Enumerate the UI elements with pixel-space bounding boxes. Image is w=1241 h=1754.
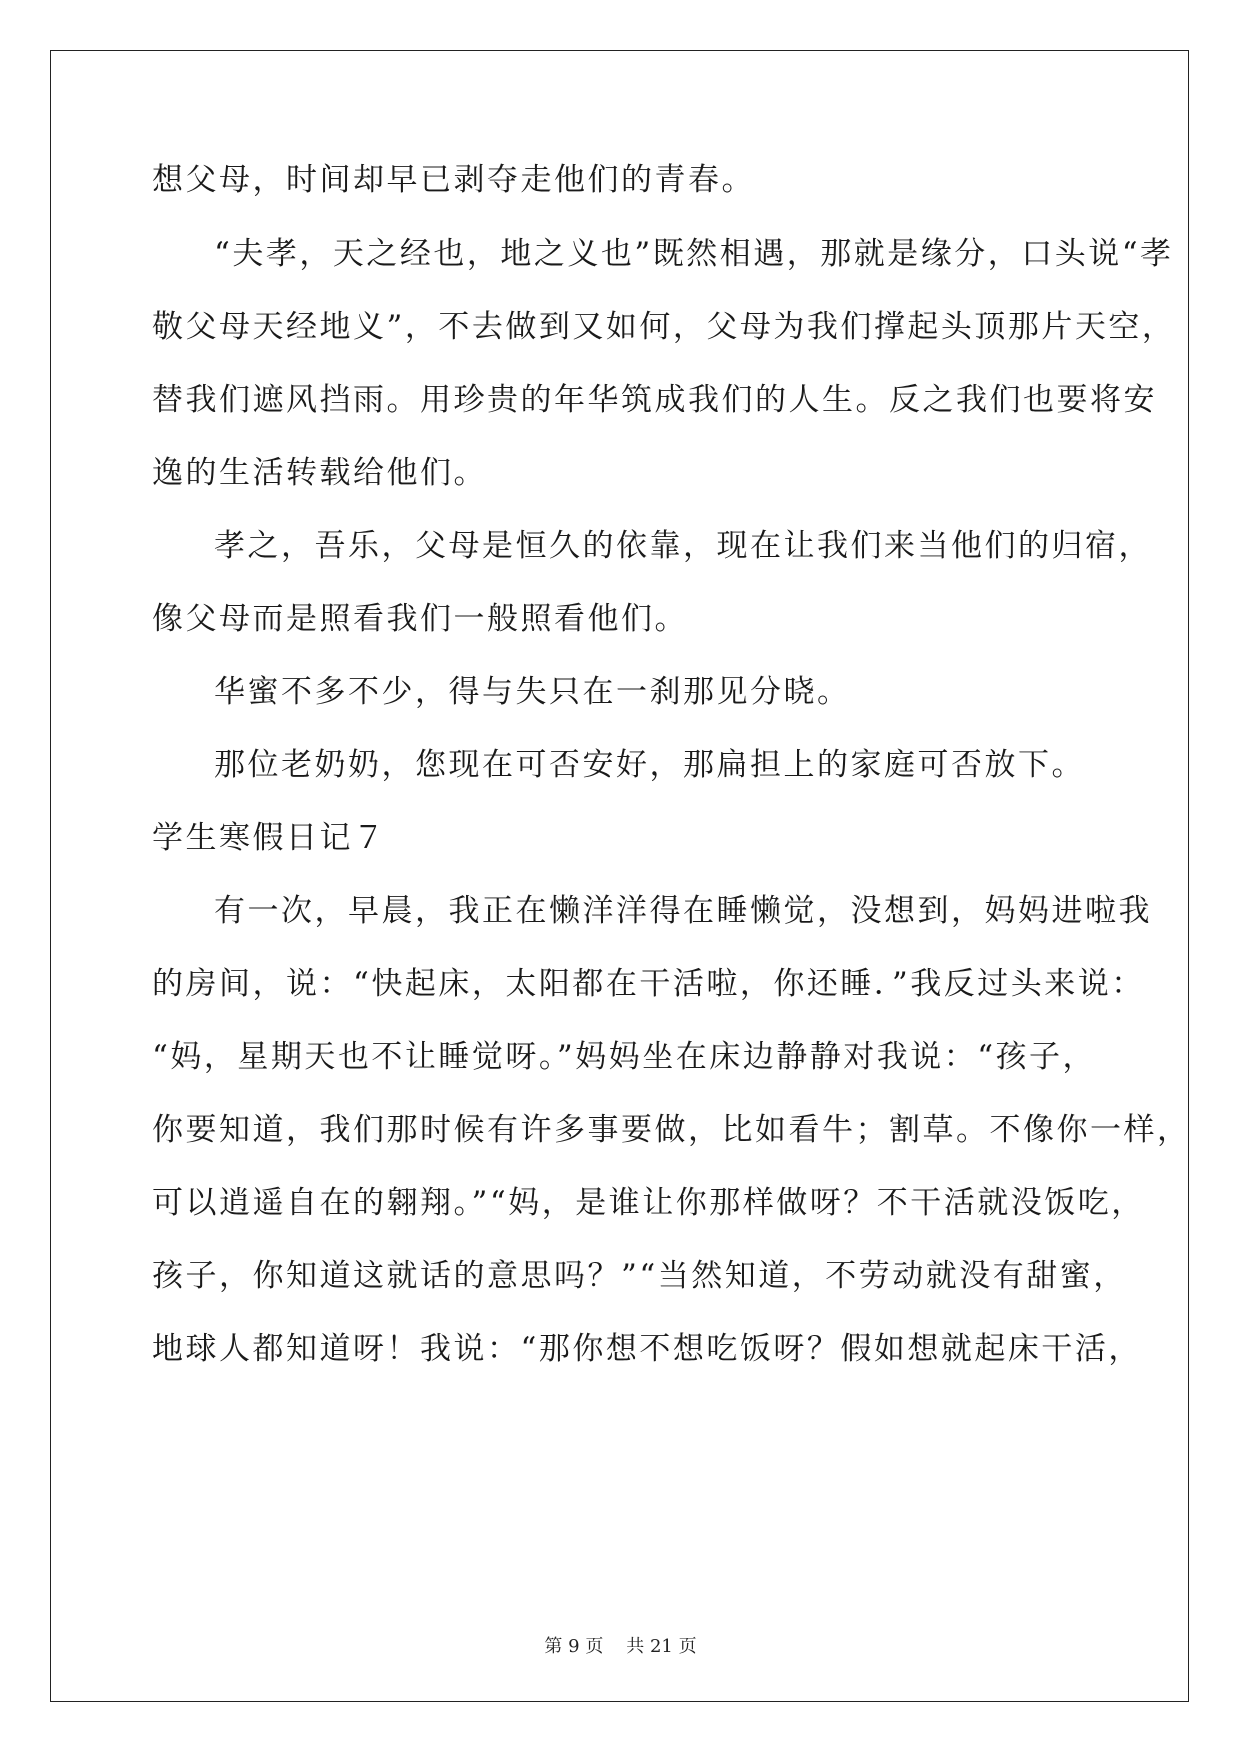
section-heading: 学生寒假日记７ bbox=[152, 820, 387, 856]
text-line: 那位老奶奶，您现在可否安好，那扁担上的家庭可否放下。 bbox=[214, 747, 1085, 783]
text-line: “妈，星期天也不让睡觉呀。”妈妈坐在床边静静对我说：“孩子， bbox=[152, 1039, 1097, 1075]
text-line: 想父母，时间却早已剥夺走他们的青春。 bbox=[152, 162, 755, 198]
text-line: 华蜜不多不少，得与失只在一刹那见分晓。 bbox=[214, 674, 851, 710]
text-line: 逸的生活转载给他们。 bbox=[152, 455, 487, 491]
text-line: 孩子，你知道这就话的意思吗？”“当然知道，不劳动就没有甜蜜， bbox=[152, 1258, 1127, 1294]
page-border bbox=[50, 50, 1189, 1702]
text-line: 的房间，说：“快起床，太阳都在干活啦，你还睡．”我反过头来说： bbox=[152, 966, 1145, 1002]
page-number: 第 9 页 bbox=[544, 1636, 604, 1657]
text-line: 地球人都知道呀！我说：“那你想不想吃饭呀？假如想就起床干活， bbox=[152, 1331, 1142, 1367]
text-line: 替我们遮风挡雨。用珍贵的年华筑成我们的人生。反之我们也要将安 bbox=[152, 382, 1157, 418]
text-line: 你要知道，我们那时候有许多事要做，比如看牛；割草。不像你一样， bbox=[152, 1112, 1191, 1148]
text-line: 孝之，吾乐，父母是恒久的依靠，现在让我们来当他们的归宿， bbox=[214, 528, 1152, 564]
text-line: 可以逍遥自在的翱翔。”“妈，是谁让你那样做呀？不干活就没饭吃， bbox=[152, 1185, 1145, 1221]
page-footer bbox=[0, 1632, 1241, 1658]
text-line: 敬父母天经地义”，不去做到又如何，父母为我们撑起头顶那片天空， bbox=[152, 309, 1176, 345]
page-total: 共 21 页 bbox=[626, 1636, 697, 1657]
text-line: 有一次，早晨，我正在懒洋洋得在睡懒觉，没想到，妈妈进啦我 bbox=[214, 893, 1152, 929]
text-line: 像父母而是照看我们一般照看他们。 bbox=[152, 601, 688, 637]
text-line: “夫孝，天之经也，地之义也”既然相遇，那就是缘分，口头说“孝 bbox=[214, 236, 1174, 272]
